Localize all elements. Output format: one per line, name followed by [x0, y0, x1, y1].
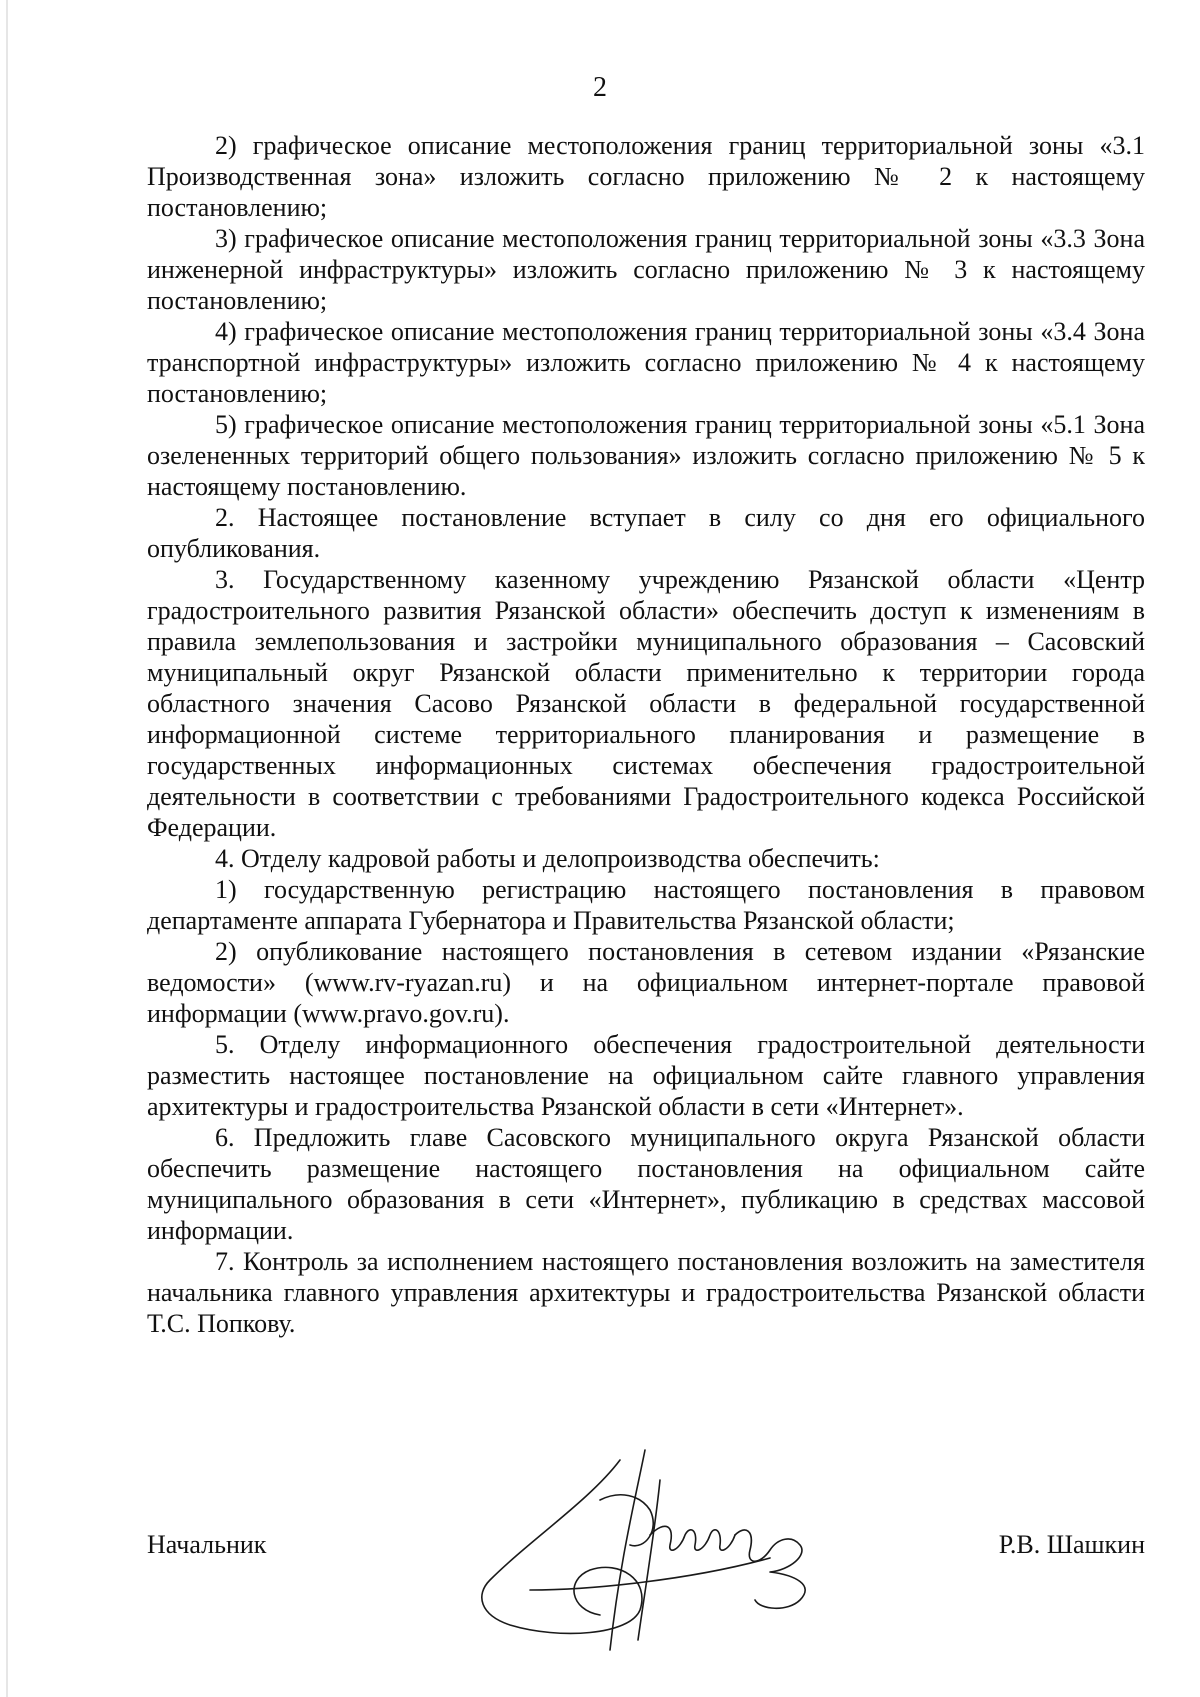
- handwritten-signature: [470, 1440, 850, 1655]
- paragraph-point-2: 2. Настоящее постановление вступает в силу со дня его официального опубликования.: [147, 503, 1145, 563]
- paragraph-point-7: 7. Контроль за исполнением настоящего постановления возложить на заместителя начальника главного управления архитектуры и градостроительства Рязанской области Т.С. Попкову.: [147, 1247, 1145, 1338]
- signatory-name: Р.В. Шашкин: [998, 1530, 1145, 1559]
- document-body: [147, 130, 1145, 1339]
- paragraph-point-6: 6. Предложить главе Сасовского муниципального округа Рязанской области обеспечить размещение настоящего постановления на официальном сайте муниципального образования в сети «Интернет», публикацию в средствах массовой информации.: [147, 1123, 1145, 1245]
- page-number: 2: [593, 72, 607, 103]
- paragraph-point-4-sub-1: 1) государственную регистрацию настоящего постановления в правовом департаменте аппарата Губернатора и Правительства Рязанской области;: [147, 875, 1145, 935]
- paragraph-item-4: 4) графическое описание местоположения границ территориальной зоны «3.4 Зона транспортной инфраструктуры» изложить согласно приложению № 4 к настоящему постановлению;: [147, 317, 1145, 408]
- scan-edge-line: [6, 0, 8, 1697]
- paragraph-item-3: 3) графическое описание местоположения границ территориальной зоны «3.3 Зона инженерной инфраструктуры» изложить согласно приложению № 3 к настоящему постановлению;: [147, 224, 1145, 315]
- paragraph-point-3: 3. Государственному казенному учреждению Рязанской области «Центр градостроительного развития Рязанской области» обеспечить доступ к изменениям в правила землепользования и застройки муниципального образования – Сасовский муниципальный округ Рязанской области применительно к территории города областного значения Сасово Рязанской области в федеральной государственной информационной системе территориального планирования и размещение в государственных информационных системах обеспечения градостроительной деятельности в соответствии с требованиями Градостроительного кодекса Российской Федерации.: [147, 565, 1145, 842]
- paragraph-item-2: 2) графическое описание местоположения границ территориальной зоны «3.1 Производственная зона» изложить согласно приложению № 2 к настоящему постановлению;: [147, 131, 1145, 222]
- paragraph-point-4-sub-2: 2) опубликование настоящего постановления в сетевом издании «Рязанские ведомости» (www.rv-ryazan.ru) и на официальном интернет-портале правовой информации (www.pravo.gov.ru).: [147, 937, 1145, 1028]
- signatory-title: Начальник: [147, 1530, 267, 1559]
- paragraph-point-5: 5. Отделу информационного обеспечения градостроительной деятельности разместить настоящее постановление на официальном сайте главного управления архитектуры и градостроительства Рязанской области в сети «Интернет».: [147, 1030, 1145, 1121]
- paragraph-item-5: 5) графическое описание местоположения границ территориальной зоны «5.1 Зона озелененных территорий общего пользования» изложить согласно приложению № 5 к настоящему постановлению.: [147, 410, 1145, 501]
- paragraph-point-4: 4. Отделу кадровой работы и делопроизводства обеспечить:: [215, 844, 880, 873]
